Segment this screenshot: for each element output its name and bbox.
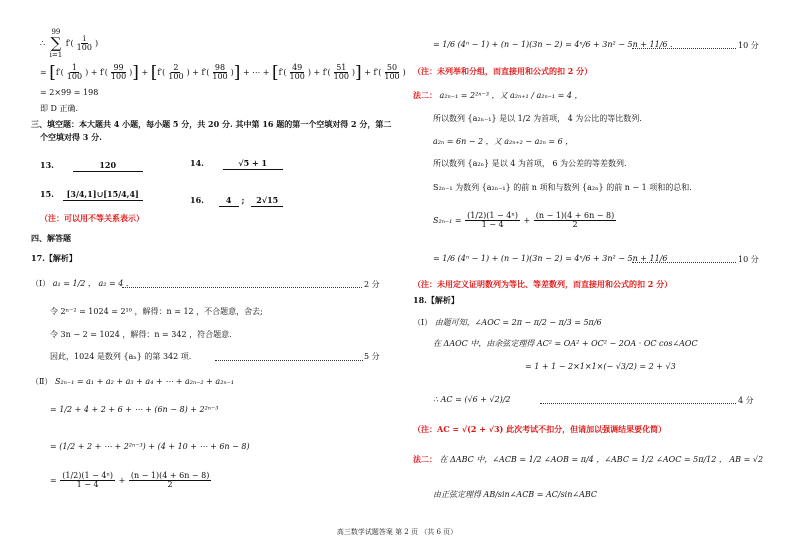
m2-text5: S₂ₙ₋₁ 为数列 {a₂ₙ₋₁} 的前 n 项和与数列 {a₂ₙ} 的前 n − 1 项和的总和. [433,183,692,192]
dot-leader [632,48,736,49]
frac-num: (1/2)(1 − 4ⁿ) [467,211,518,220]
frac-den: 100 [76,43,92,53]
dot-leader [632,262,736,263]
section3-title: 三、填空题：本大题共 4 小题，每小题 5 分，共 20 分. 其中第 16 题的第一个空填对得 2 分，第二 [31,119,392,129]
frac-den: 100 [168,72,184,82]
frac-den: 100 [289,72,305,82]
m2-text3: a₂ₙ = 6n − 2 ，又 a₂ₙ₊₂ − a₂ₙ = 6 ， [433,137,574,146]
f-prime: f′( [65,38,74,48]
q18-line5 [413,455,763,465]
q17-title: 17.【解析】 [31,253,77,263]
frac-arith-sum [129,472,212,490]
frac-num: 99 [113,63,124,72]
score-5: 5 分 [364,352,380,361]
frac-den: 100 [66,72,83,82]
p2-text1: S₂ₙ₋₁ = a₁ + a₂ + a₃ + a₄ + ⋯ + a₂ₙ₋₂ + a₂ₙ₋₁ [54,377,235,386]
frac-den: 100 [333,72,349,82]
frac-den: 100 [212,72,228,82]
p1-text3: 令 3n − 2 = 1024 ，解得：n = 342 ，符合题意. [50,330,232,339]
frac-num: i [83,34,86,43]
q18-text6: 由正弦定理得 AB/sin∠ACB = AC/sin∠ABC [433,490,598,499]
q14-answer: √5 + 1 [223,159,283,170]
frac-arith-sum-2 [534,212,617,230]
q18-line1 [413,318,602,328]
p2-line4: = $\frac{\text{(1/2)(1 − 4ⁿ)}}{1 - 4}$ + $\frac{(n - 1)(4 + 6n - 8)}{2}$ [50,471,210,490]
p1-line1 [31,279,128,289]
page-footer: 高三数学试题答案 第 2 页 （共 6 页） [336,528,458,536]
q18-text1: 由题可知，∠AOC = 2π − π/2 − π/3 = 5π/6 [434,318,602,327]
p2-text3: = (1/2 + 2 + ⋯ + 2²ⁿ⁻³) + (4 + 10 + ⋯ + 6n − 8) [50,442,250,451]
section4-title: 四、解答题 [31,233,71,243]
frac [382,64,401,82]
q14 [190,159,283,170]
q13 [40,161,143,172]
q18-text2: 在 ΔAOC 中，由余弦定理得 AC² = OA² + OC² − 2OA · OC cos∠AOC [433,339,698,348]
q15 [40,190,143,201]
p2-line1 [31,377,234,387]
method2b-label: 法二： [413,454,437,464]
q16: 16. 4 ; 2√15 [190,196,283,207]
score-10: 10 分 [738,41,759,50]
p1-text4: 因此，1024 是数列 {aₙ} 的第 342 项. [50,352,192,361]
m2-text4: 所以数列 {a₂ₙ} 是以 4 为首项， 6 为公差的等差数列. [433,159,627,168]
dot-leader [540,403,736,404]
section3-title-cont: 个空填对得 3 分. [40,132,102,142]
q16-answer-a: 4 [219,196,239,207]
frac-den: 2 [572,220,578,230]
frac-num: 50 [386,63,398,72]
d-correct-line: 即 D 正确. [40,104,79,113]
m2-line1 [413,91,583,101]
score-2: 2 分 [364,280,380,289]
m2-line6: S₂ₙ₋₁ = $\frac{\text{(1/2)(1 − 4ⁿ)}}{1 - 4}$ + $\frac{(n - 1)(4 + 6n - 8)}{2}$ [433,211,615,230]
frac [288,64,307,82]
q13-answer: 120 [73,161,143,172]
score-10b: 10 分 [738,255,759,264]
method2-label: 法二： [413,90,437,100]
frac-num: (n − 1)(4 + 6n − 8) [535,211,615,220]
q14-label: 14. [190,158,204,168]
note-r2: （注：未用定义证明数列为等比、等差数列，而直接用和公式的扣 2 分） [413,279,673,289]
q18-part1-label: （Ⅰ） [413,318,433,327]
calc-result: = 2×99 = 198 [40,88,99,97]
m2-lhs: S₂ₙ₋₁ = [433,215,462,225]
sigma-lower: i=1 [49,51,63,60]
sigma-upper: 99 [51,28,61,36]
frac [210,64,229,82]
frac-den: 1 − 4 [76,480,99,490]
frac-num: (n − 1)(4 + 6n − 8) [130,471,210,480]
part1-label: （Ⅰ） [31,279,51,288]
q18-title: 18.【解析】 [413,295,459,305]
p1-text2: 令 2ⁿ⁻² = 1024 = 2¹⁰ ，解得：n = 12 ，不合题意，舍去; [50,307,263,316]
pair-sum-line: = [f′( $\frac{1}{100}$ ) + f′( $\frac{99}{100}$ )] + [f′( $\frac{2}{100}$ ) + f′( $\frac{98}{100}$ )] + ⋯ + [f′( $\frac{49}{100}$ ) + f′( $\frac{51}{100}$ )] + f′( $\frac{50}{100}$ ) [40,62,406,83]
frac-i-over-100 [75,35,94,53]
frac-den: 100 [110,72,127,82]
frac-geom-sum [60,472,115,490]
dot-leader [122,287,362,288]
q16-label: 16. [190,195,204,205]
frac-den: 1 − 4 [481,220,504,230]
dot-leader [215,360,363,361]
q18-text3: = 1 + 1 − 2×1×1×(− √3/2) = 2 + √3 [525,362,676,371]
r1-line: = 1/6 (4ⁿ − 1) + (n − 1)(3n − 2) = 4ⁿ/6 + 3n² − 5n + 11/6 . [433,40,673,49]
q16-answer-b: 2√15 [251,196,283,207]
frac-num: (1/2)(1 − 4ⁿ) [62,471,114,480]
score-4: 4 分 [738,396,754,405]
frac [65,64,84,82]
q18-text4: ∴ AC = (√6 + √2)/2 [433,395,511,404]
m2-text1: a₂ₙ₋₁ = 2²ⁿ⁻³ ，又 a₂ₙ₊₁ / a₂ₙ₋₁ = 4 ， [439,91,583,100]
frac-geom-sum-2 [465,212,520,230]
frac-num: 98 [214,63,226,72]
q15-answer: [3/4,1]∪[15/4,4] [63,190,143,201]
frac-num: 49 [292,63,303,72]
frac [166,64,185,82]
therefore-symbol: ∴ [40,38,46,48]
note-r1: （注：未列举和分组，而直接用和公式的扣 2 分） [413,66,593,76]
q13-label: 13. [40,160,54,170]
sigma-block: 99 ∑ i=1 [49,28,63,60]
frac [109,64,128,82]
p1-text1: a₁ = 1/2 ， a₂ = 4 . [52,279,129,288]
frac-num: 1 [71,63,77,72]
frac-num: 51 [336,63,347,72]
p2-text2: = 1/2 + 4 + 2 + 6 + ⋯ + (6n − 8) + 2²ⁿ⁻³ [50,405,219,414]
note-15: （注：可以用不等关系表示） [40,213,144,223]
q15-label: 15. [40,189,54,199]
note-r3: （注：AC = √(2 + √3) 此次考试不扣分，但请加以强调结果要化简） [413,424,667,434]
m2-text2: 所以数列 {a₂ₙ₋₁} 是以 1/2 为首项， 4 为公比的等比数列. [433,114,642,123]
m2-text7: = 1/6 (4ⁿ − 1) + (n − 1)(3n − 2) = 4ⁿ/6 + 3n² − 5n + 11/6 [433,254,668,263]
frac-num: 2 [173,63,179,72]
part2-label: （Ⅱ） [31,377,53,386]
q18-text5: 在 ΔABC 中，∠ACB = 1/2 ∠AOB = π/4 ，∠ABC = 1/2 ∠AOC = 5π/12 ， AB = √2 [439,455,764,464]
summation-line: ∴ 99 ∑ i=1 f′( $\frac{i}{100}$ ) [40,28,99,60]
frac-den: 2 [167,480,173,490]
frac-den: 100 [384,72,400,82]
frac [332,64,351,82]
